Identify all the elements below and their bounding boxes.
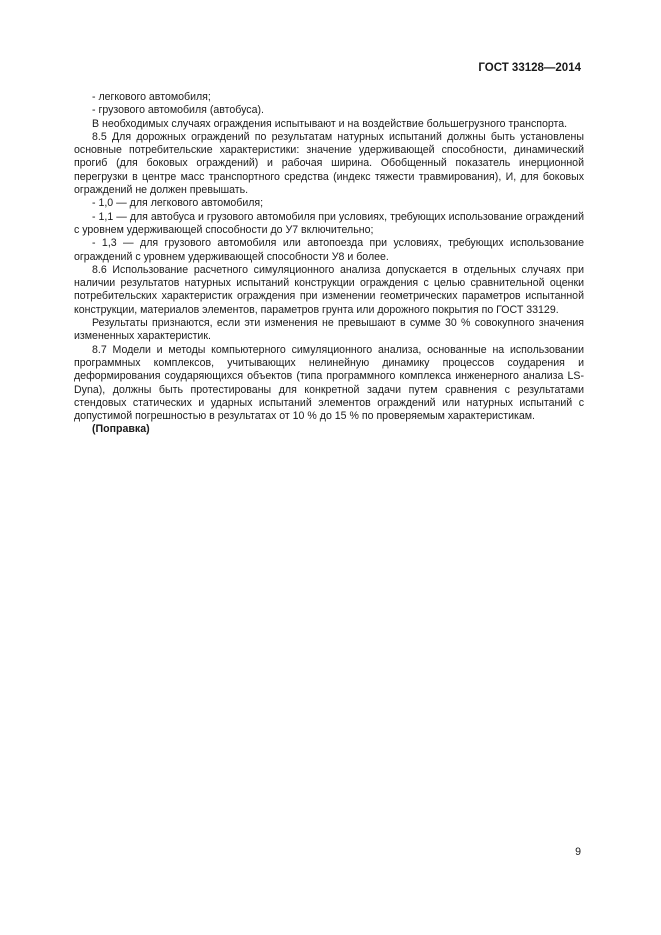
amendment-note: (Поправка): [92, 423, 150, 436]
paragraph-heavy-transport: В необходимых случаях ограждения испытывают и на воздействие большегрузного транспорта.: [92, 117, 568, 130]
paragraph-8-7: 8.7 Модели и методы компьютерного симуляционного анализа, основанные на использовании программных комплексов, учитывающих нелинейную динамику процессов соударения и деформирования соударяющихся объектов (типа программного комплекса инженерного анализа LS-Dyna), должны быть протестированы для конкретной задачи путем сравнения с результатами стендовых статических и ударных испытаний элементов ограждений или натурных испытаний с допустимой погрешностью в результатах от 10 % до 15 % по проверяемым характеристикам.: [74, 343, 584, 423]
list-item-index-1-3: - 1,3 — для грузового автомобиля или автопоезда при условиях, требующих использование ограждений с уровнем удерживающей способности У8 и более.: [74, 237, 584, 263]
list-item-truck: - грузового автомобиля (автобуса).: [92, 104, 264, 117]
paragraph-8-6: 8.6 Использование расчетного симуляционного анализа допускается в отдельных случаях при наличии результатов натурных испытаний конструкции ограждения с целью сравнительной оценки потребительских характеристик ограждения при изменении геометрических параметров испытанной конструкции, материалов элементов, параметров грунта или дорожного покрытия по ГОСТ 33129.: [74, 263, 584, 316]
page-header-standard-code: ГОСТ 33128—2014: [478, 62, 581, 74]
paragraph-results: Результаты признаются, если эти изменения не превышают в сумме 30 % совокупного значения измененных характеристик.: [74, 317, 584, 343]
list-item-index-1-0: - 1,0 — для легкового автомобиля;: [92, 197, 264, 210]
document-body: [74, 91, 584, 437]
paragraph-8-5: 8.5 Для дорожных ограждений по результатам натурных испытаний должны быть установлены основные потребительские характеристики: значение удерживающей способности, динамический прогиб (для боковых ограждений) и рабочая ширина. Обобщенный показатель инерционной перегрузки в центре масс транспортного средства (индекс тяжести травмирования), И, для боковых ограждений не должен превышать.: [74, 130, 584, 197]
list-item-passenger-car: - легкового автомобиля;: [92, 91, 211, 103]
page-number: 9: [575, 846, 581, 858]
list-item-index-1-1: - 1,1 — для автобуса и грузового автомобиля при условиях, требующих использование ограждений с уровнем удерживающей способности до У7 включительно;: [74, 210, 584, 236]
